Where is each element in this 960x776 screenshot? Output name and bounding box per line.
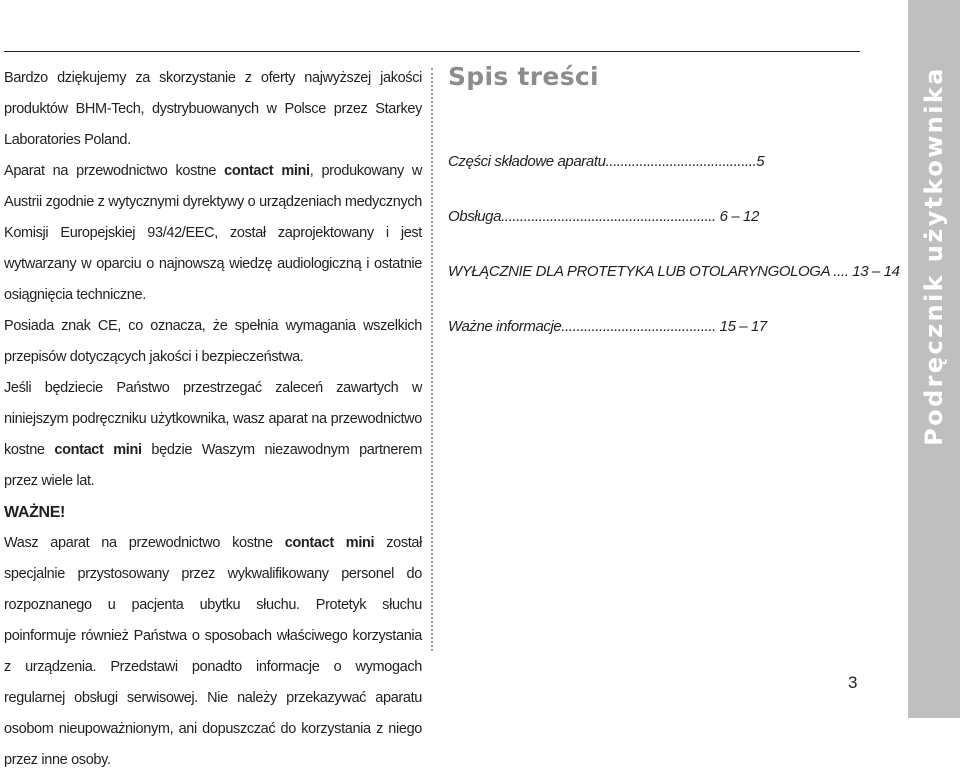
product-name: contact mini [54,442,142,458]
toc-entry-parts[interactable] [448,153,858,185]
intro-p2-text-after: , produkowany w Austrii zgodnie z wytycznymi dyrektywy o urządzeniach medycznych Komisji Europejskiej 93/42/EEC, został zaprojektowany i jest wytwarzany w oparciu o najnowszą wiedzę audiologiczną i ostatnie osiągnięcia techniczne. [4,163,423,303]
intro-paragraph-reliability [4,373,422,497]
warning-text-before: Wasz aparat na przewodnictwo kostne [4,535,285,551]
toc-entry-pages: 15 – 17 [719,318,767,335]
intro-p4-text-after: będzie Waszym niezawodnym partnerem przez wiele lat. [4,442,422,489]
intro-paragraph-description [4,156,422,311]
dotted-column-divider [431,68,433,651]
toc-entry-important-info[interactable] [448,318,858,350]
intro-paragraph-thanks: Bardzo dziękujemy za skorzystanie z oferty najwyższej jakości produktów BHM-Tech, dystrybuowanych w Polsce przez Starkey Laboratories Poland. [4,70,422,148]
toc-title: Spis treści [448,62,599,91]
warning-paragraph [4,528,422,776]
toc-entry-professionals[interactable] [448,263,900,295]
toc-entry-leader-dots: ......................................................... [501,208,716,225]
intro-p2-text-before: Aparat na przewodnictwo kostne [4,163,225,179]
intro-paragraph-ce: Posiada znak CE, co oznacza, że spełnia wymagania wszelkich przepisów dotyczących jakości i bezpieczeństwa. [4,318,422,365]
toc-entry-pages: 6 – 12 [719,208,759,225]
top-rule [4,51,860,52]
intro-column [4,63,422,776]
toc-entry-operation[interactable] [448,208,858,240]
product-name: contact mini [284,535,375,551]
page-number: 3 [848,673,858,692]
warning-text-after: został specjalnie przystosowany przez wykwalifikowany personel do rozpoznanego u pacjenta ubytku słuchu. Protetyk słuchu poinformuje również Państwa o sposobach właściwego korzystania z urządzenia. Przedstawi ponadto informacje o wymogach regularnej obsługi serwisowej. Nie należy przekazywać aparatu osobom nieupoważnionym, ani dopuszczać do korzystania z niego przez inne osoby. [4,535,422,768]
toc-entry-label: Części składowe aparatu [448,153,606,170]
toc-entry-label: Ważne informacje [448,318,562,335]
product-name: contact mini [224,163,310,179]
toc-entry-pages: 13 – 14 [852,263,900,280]
toc-entry-pages: 5 [756,153,765,170]
toc-entry-leader-dots: .... [833,263,849,280]
side-title: Podręcznik użytkownika [920,66,948,446]
toc-entry-leader-dots: ......................................... [561,318,716,335]
toc-entry-label: WYŁĄCZNIE DLA PROTETYKA LUB OTOLARYNGOLOGA [448,263,830,280]
toc-entry-leader-dots: ........................................ [605,153,757,170]
intro-p4-text-before: Jeśli będziecie Państwo przestrzegać zaleceń zawartych w niniejszym podręczniku użytkownika, wasz aparat na przewodnictwo kostne [4,380,422,458]
toc-entry-label: Obsługa [448,208,502,225]
warning-heading: WAŻNE! [4,504,66,521]
